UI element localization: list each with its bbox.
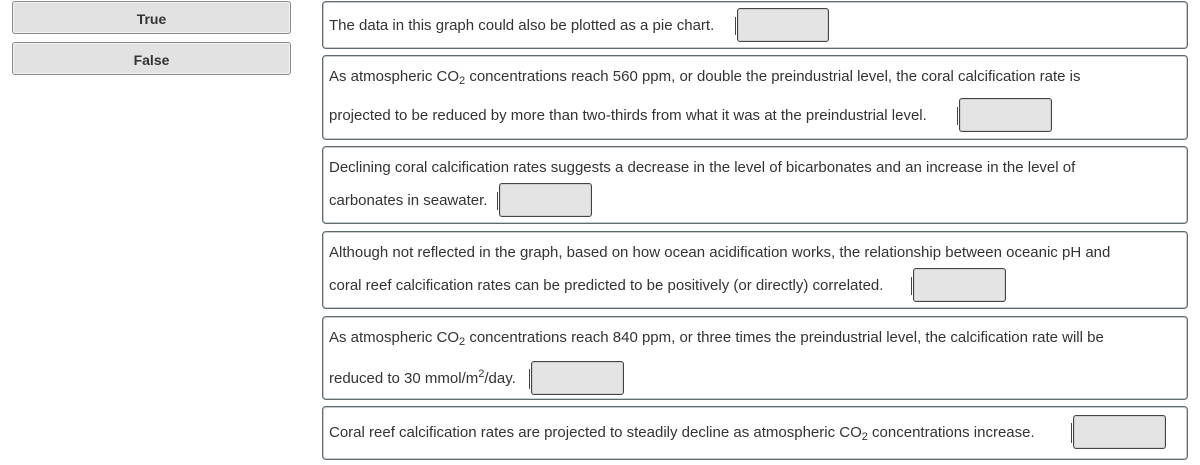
divider — [735, 17, 736, 35]
statement-6 — [322, 406, 1188, 460]
choice-true[interactable] — [12, 1, 291, 34]
choice-false[interactable] — [12, 42, 291, 75]
answer-drop-zone-2[interactable] — [959, 98, 1052, 132]
divider — [1071, 423, 1072, 443]
statement-6-text: Coral reef calcification rates are projected to steadily decline as atmospheric $CO_2$ concentrations increase. — [329, 424, 1035, 443]
answer-drop-zone-6[interactable] — [1073, 415, 1166, 449]
statement-3-text-line-1: Declining coral calcification rates suggests a decrease in the level of bicarbonates and an increase in the level of — [329, 159, 1076, 176]
answer-drop-zone-1[interactable] — [737, 8, 829, 42]
choice-false-label: False — [133, 52, 170, 68]
statement-1-text: The data in this graph could also be plotted as a pie chart. — [329, 17, 715, 34]
divider — [497, 192, 498, 210]
choice-true-label: True — [136, 11, 167, 27]
answer-drop-zone-3[interactable] — [499, 183, 592, 217]
statement-2 — [322, 55, 1188, 140]
statement-4 — [322, 231, 1188, 309]
divider — [529, 369, 530, 389]
statement-2-text-line-2: projected to be reduced by more than two-thirds from what it was at the preindustrial level. — [329, 107, 927, 124]
statement-3 — [322, 146, 1188, 224]
statement-2-text-line-1: As atmospheric $CO_2$ concentrations reach 560 ppm, or double the preindustrial level, the coral calcification rate is — [329, 68, 1081, 87]
statement-1 — [322, 1, 1188, 49]
answer-drop-zone-4[interactable] — [913, 268, 1006, 302]
statement-4-text-line-2: coral reef calcification rates can be predicted to be positively (or directly) correlated. — [329, 277, 884, 294]
statement-5 — [322, 316, 1188, 400]
divider — [911, 277, 912, 295]
statement-5-text-line-1: As atmospheric $CO_2$ concentrations reach 840 ppm, or three times the preindustrial level, the calcification rate will be — [329, 329, 1104, 348]
divider — [957, 107, 958, 125]
answer-drop-zone-5[interactable] — [531, 361, 624, 395]
statement-5-text-line-2: reduced to 30 mmol/$m^2$/day. — [329, 368, 516, 387]
statement-3-text-line-2: carbonates in seawater. — [329, 192, 488, 209]
statement-4-text-line-1: Although not reflected in the graph, based on how ocean acidification works, the relationship between oceanic pH and — [329, 244, 1111, 261]
